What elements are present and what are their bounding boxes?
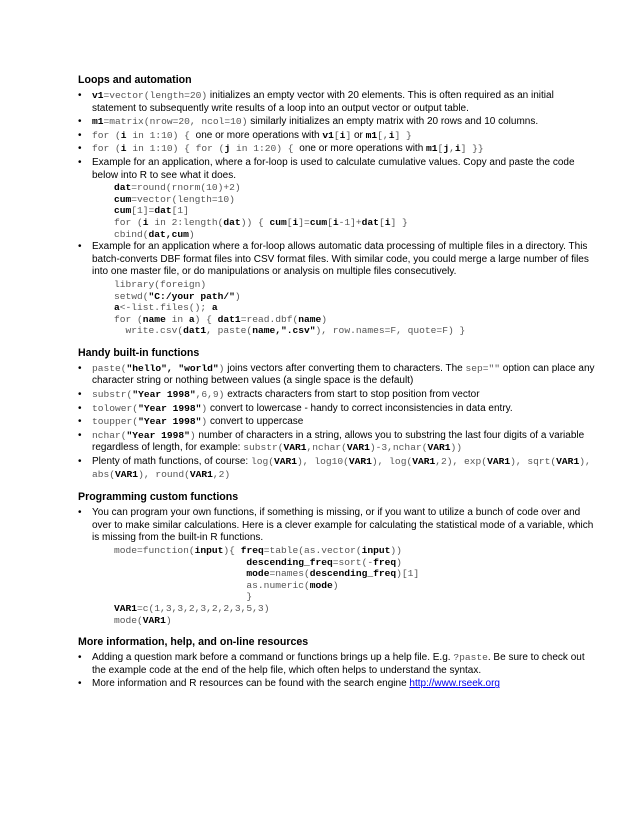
text-run: or: [351, 129, 366, 141]
list-item: [78, 678, 598, 691]
code-run: [: [333, 129, 340, 141]
code-run: VAR1: [487, 456, 511, 468]
code-run: nchar(: [92, 429, 127, 441]
code-run: m1: [365, 129, 378, 141]
code-run: sep="": [465, 362, 501, 374]
code-run: )): [390, 545, 402, 556]
text-run: joins vectors after converting them to characters. The: [224, 362, 466, 374]
code-run: for (: [114, 313, 143, 325]
code-run: i: [454, 143, 461, 155]
list-item: [78, 403, 598, 416]
code-run: write.csv(: [114, 325, 184, 337]
code-run: in 1:10) {: [126, 129, 196, 141]
bullet-list: [78, 363, 598, 481]
rseek-link[interactable]: http://www.rseek.org: [409, 678, 500, 690]
code-run: i: [120, 143, 127, 155]
code-run: -1]+: [338, 216, 362, 228]
code-run: [,: [377, 129, 389, 141]
text-run: More information and R resources can be found with the search engine: [92, 678, 410, 690]
code-run: setwd(: [114, 290, 149, 302]
code-run: j: [443, 143, 450, 155]
list-item: [78, 241, 598, 337]
code-run: VAR1: [412, 456, 436, 468]
code-run: ,nchar(: [306, 442, 347, 454]
code-line: [114, 205, 598, 217]
code-run: ){: [223, 545, 241, 556]
code-run: freq: [240, 545, 264, 556]
bullet-list: [78, 652, 598, 691]
list-item: [78, 652, 598, 677]
code-run: ): [332, 579, 339, 591]
text-run: convert to lowercase - handy to correct inconsistencies in data entry.: [207, 402, 513, 414]
code-line: [114, 545, 598, 557]
code-run: ), sqrt(: [510, 456, 557, 468]
code-run: ), row.names=F, quote=F) }: [315, 325, 466, 337]
code-run: ): [201, 416, 208, 428]
code-run: ,2): [212, 468, 231, 480]
code-run: "hello", "world": [126, 362, 219, 374]
code-line: [114, 314, 598, 326]
text-run: Plenty of math functions, of course:: [92, 456, 251, 468]
code-run: =vector(length=20): [103, 90, 208, 101]
code-run: a: [188, 313, 195, 325]
code-block: [92, 182, 598, 240]
code-run: m1: [426, 143, 438, 155]
code-run: ): [396, 556, 402, 568]
code-line: [114, 580, 598, 592]
code-run: [: [327, 216, 333, 228]
code-run: dat,cum: [148, 228, 189, 240]
code-run: m1: [92, 116, 104, 128]
code-run: ), log10(: [297, 456, 349, 468]
code-run: cum: [269, 216, 287, 228]
section-heading: More information, help, and on-line resources: [78, 636, 309, 649]
code-run: input: [194, 545, 224, 556]
code-run: ): [201, 402, 208, 414]
code-run: ?paste: [453, 652, 488, 664]
code-run: i: [384, 216, 391, 228]
list-item: [78, 116, 598, 129]
code-run: VAR1: [115, 468, 139, 480]
code-run: VAR1: [283, 442, 307, 454]
code-run: [: [378, 216, 385, 228]
code-run: i: [292, 216, 299, 228]
code-run: name: [298, 313, 322, 325]
code-run: descending_freq: [246, 556, 333, 568]
code-run: VAR1: [114, 602, 138, 614]
code-run: log(: [250, 456, 275, 468]
code-line: [114, 557, 598, 569]
code-run: [114, 568, 246, 579]
code-run: cbind(: [114, 228, 149, 240]
code-run: , paste(: [206, 325, 253, 337]
code-run: dat: [154, 205, 172, 217]
code-run: dat: [223, 216, 241, 228]
code-run: mode=function(: [114, 545, 195, 556]
code-run: paste(: [92, 362, 127, 374]
code-run: ,2), exp(: [435, 456, 488, 468]
code-run: mode: [246, 568, 270, 580]
code-run: a: [114, 302, 120, 314]
code-run: ): [218, 362, 225, 374]
code-line: [114, 603, 598, 615]
list-item: [78, 130, 598, 143]
text-run: initializes an empty vector with 20 elements. This is often required as an initial statement to subsequently write results of a loop into an output vector or output table.: [92, 90, 554, 114]
code-run: substr(: [243, 442, 284, 454]
code-run: substr(: [92, 389, 133, 401]
code-run: [1]=: [131, 205, 155, 217]
code-run: i: [332, 216, 339, 228]
code-run: [: [437, 143, 444, 155]
code-run: VAR1: [142, 614, 166, 626]
code-run: v1: [322, 129, 334, 141]
code-run: [: [286, 216, 293, 228]
code-run: in 2:length(: [148, 216, 224, 228]
code-run: mode(: [114, 614, 143, 626]
code-run: "Year 1998": [138, 416, 202, 428]
code-run: ,6,9): [195, 389, 225, 401]
text-run: You can program your own functions, if something is missing, or if you want to utilize a bunch of code over and over to make similar calculations. Here is a clever example for calculating the statistical mode of a variable, which is missing from the built-in R functions.: [92, 507, 594, 544]
code-run: library(foreign): [114, 278, 207, 290]
code-run: VAR1: [274, 456, 298, 468]
text-run: one or more operations with: [299, 143, 427, 155]
code-run: <-list.files();: [119, 302, 212, 314]
code-run: ]: [345, 129, 352, 141]
code-line: [114, 229, 598, 241]
text-run: extracts characters from start to stop position from vector: [224, 389, 480, 401]
code-line: [114, 615, 598, 627]
text-run: . Be sure to check out the example code at the end of the help file, which often helps to understand the syntax.: [92, 652, 585, 676]
bullet-list: [78, 90, 598, 337]
code-run: dat1: [183, 325, 207, 337]
code-run: i: [388, 129, 395, 141]
code-run: VAR1: [556, 456, 580, 468]
code-run: ): [188, 228, 195, 240]
code-run: toupper(: [92, 416, 139, 428]
code-run: name,".csv": [252, 325, 316, 337]
code-run: ] }: [390, 216, 408, 228]
code-run: VAR1: [346, 442, 370, 454]
code-run: =round(rnorm(10)+2): [131, 182, 241, 194]
code-run: ): [321, 313, 328, 325]
code-run: dat: [361, 216, 379, 228]
code-line: [114, 591, 598, 603]
code-run: =table(as.vector(: [263, 545, 362, 556]
list-item: [78, 90, 598, 115]
text-run: convert to uppercase: [207, 416, 304, 428]
code-run: tolower(: [92, 402, 139, 414]
code-run: input: [361, 545, 391, 556]
code-run: ) {: [194, 313, 218, 325]
code-run: a: [211, 302, 218, 314]
code-run: "Year 1998": [126, 429, 190, 441]
code-run: =read.dbf(: [240, 313, 299, 325]
code-run: for (: [92, 143, 121, 155]
code-run: )): [450, 442, 463, 454]
code-run: )-3,nchar(: [369, 442, 428, 454]
list-item: [78, 416, 598, 429]
bullet-list: [78, 507, 598, 626]
code-run: dat: [114, 182, 132, 194]
code-run: name: [142, 313, 166, 325]
code-line: [114, 325, 598, 337]
code-run: in 1:20) {: [230, 143, 300, 155]
code-run: freq: [373, 556, 397, 568]
list-item: [78, 363, 598, 388]
code-line: [114, 194, 598, 206]
list-item: [78, 389, 598, 402]
code-run: ] }}: [460, 143, 484, 155]
text-run: similarly initializes an empty matrix with 20 rows and 10 columns.: [247, 116, 539, 128]
code-run: ), abs(: [92, 456, 591, 480]
code-run: =matrix(nrow=20, ncol=10): [103, 116, 248, 128]
list-item: [78, 507, 598, 626]
code-block: [92, 545, 598, 626]
code-block: [92, 279, 598, 337]
code-run: [1]: [171, 205, 189, 217]
code-run: ): [234, 290, 241, 302]
list-item: [78, 430, 598, 455]
code-run: "C:/your path/": [148, 290, 235, 302]
code-run: ] }: [394, 129, 412, 141]
code-run: ): [165, 614, 172, 626]
code-run: [114, 557, 246, 568]
section-heading: Handy built-in functions: [78, 346, 200, 359]
code-run: in 1:10) { for (: [126, 143, 225, 155]
code-run: "Year 1998": [138, 402, 202, 414]
code-run: for (: [92, 129, 121, 141]
code-run: in: [165, 313, 189, 325]
code-line: [114, 302, 598, 314]
code-run: ): [189, 429, 196, 441]
list-item: [78, 157, 598, 240]
code-run: =names(: [269, 568, 310, 580]
code-run: )) {: [240, 216, 270, 228]
code-run: i: [339, 129, 346, 141]
code-run: =sort(-: [332, 556, 374, 568]
text-run: Adding a question mark before a command or functions brings up a help file. E.g.: [92, 652, 454, 664]
code-run: }: [114, 591, 253, 603]
code-run: i: [142, 216, 149, 228]
code-run: VAR1: [427, 442, 451, 454]
code-run: ), log(: [371, 456, 413, 468]
list-item: [78, 456, 598, 481]
section-heading: Programming custom functions: [78, 491, 239, 504]
code-line: [114, 182, 598, 194]
code-run: =c(1,3,3,2,3,2,2,3,5,3): [137, 602, 270, 614]
code-run: VAR1: [189, 468, 213, 480]
code-run: j: [224, 143, 231, 155]
code-run: dat1: [217, 313, 241, 325]
code-run: ), round(: [138, 468, 190, 480]
code-run: descending_freq: [309, 568, 397, 580]
list-item: [78, 143, 598, 156]
code-run: VAR1: [348, 456, 372, 468]
code-run: ]=: [298, 216, 310, 228]
section-heading: Loops and automation: [78, 74, 192, 86]
code-run: v1: [92, 90, 104, 101]
text-run: Example for an application, where a for-loop is used to calculate cumulative values. Copy and paste the code below into R to see what it does.: [92, 156, 575, 181]
code-run: cum: [114, 205, 132, 217]
code-line: [114, 217, 598, 229]
text-run: one or more operations with: [195, 129, 323, 141]
code-run: as.numeric(: [114, 579, 310, 591]
text-run: number of characters in a string, allows you to substring the last four digits of a variable regardless of length, for example:: [92, 429, 585, 454]
code-run: cum: [114, 193, 132, 205]
code-run: "Year 1998": [132, 389, 196, 401]
code-run: )[1]: [396, 568, 420, 580]
code-run: for (: [114, 216, 143, 228]
code-line: [114, 568, 598, 580]
text-run: option can place any character string or nothing between values (a single space is the default): [92, 362, 595, 387]
code-line: [114, 279, 598, 291]
code-line: [114, 291, 598, 303]
text-run: Example for an application where a for-loop allows automatic data processing of multiple files in a directory. This batch-converts DBF format files into CSV format files. With similar code, you could merge a large number of files into one master file, or do manipulations or analysis on multiple files consecutively.: [92, 241, 589, 278]
code-run: cum: [309, 216, 328, 228]
code-run: =vector(length=10): [131, 193, 235, 205]
code-run: i: [120, 129, 127, 141]
code-run: ,: [449, 143, 455, 155]
code-run: mode: [309, 579, 333, 591]
